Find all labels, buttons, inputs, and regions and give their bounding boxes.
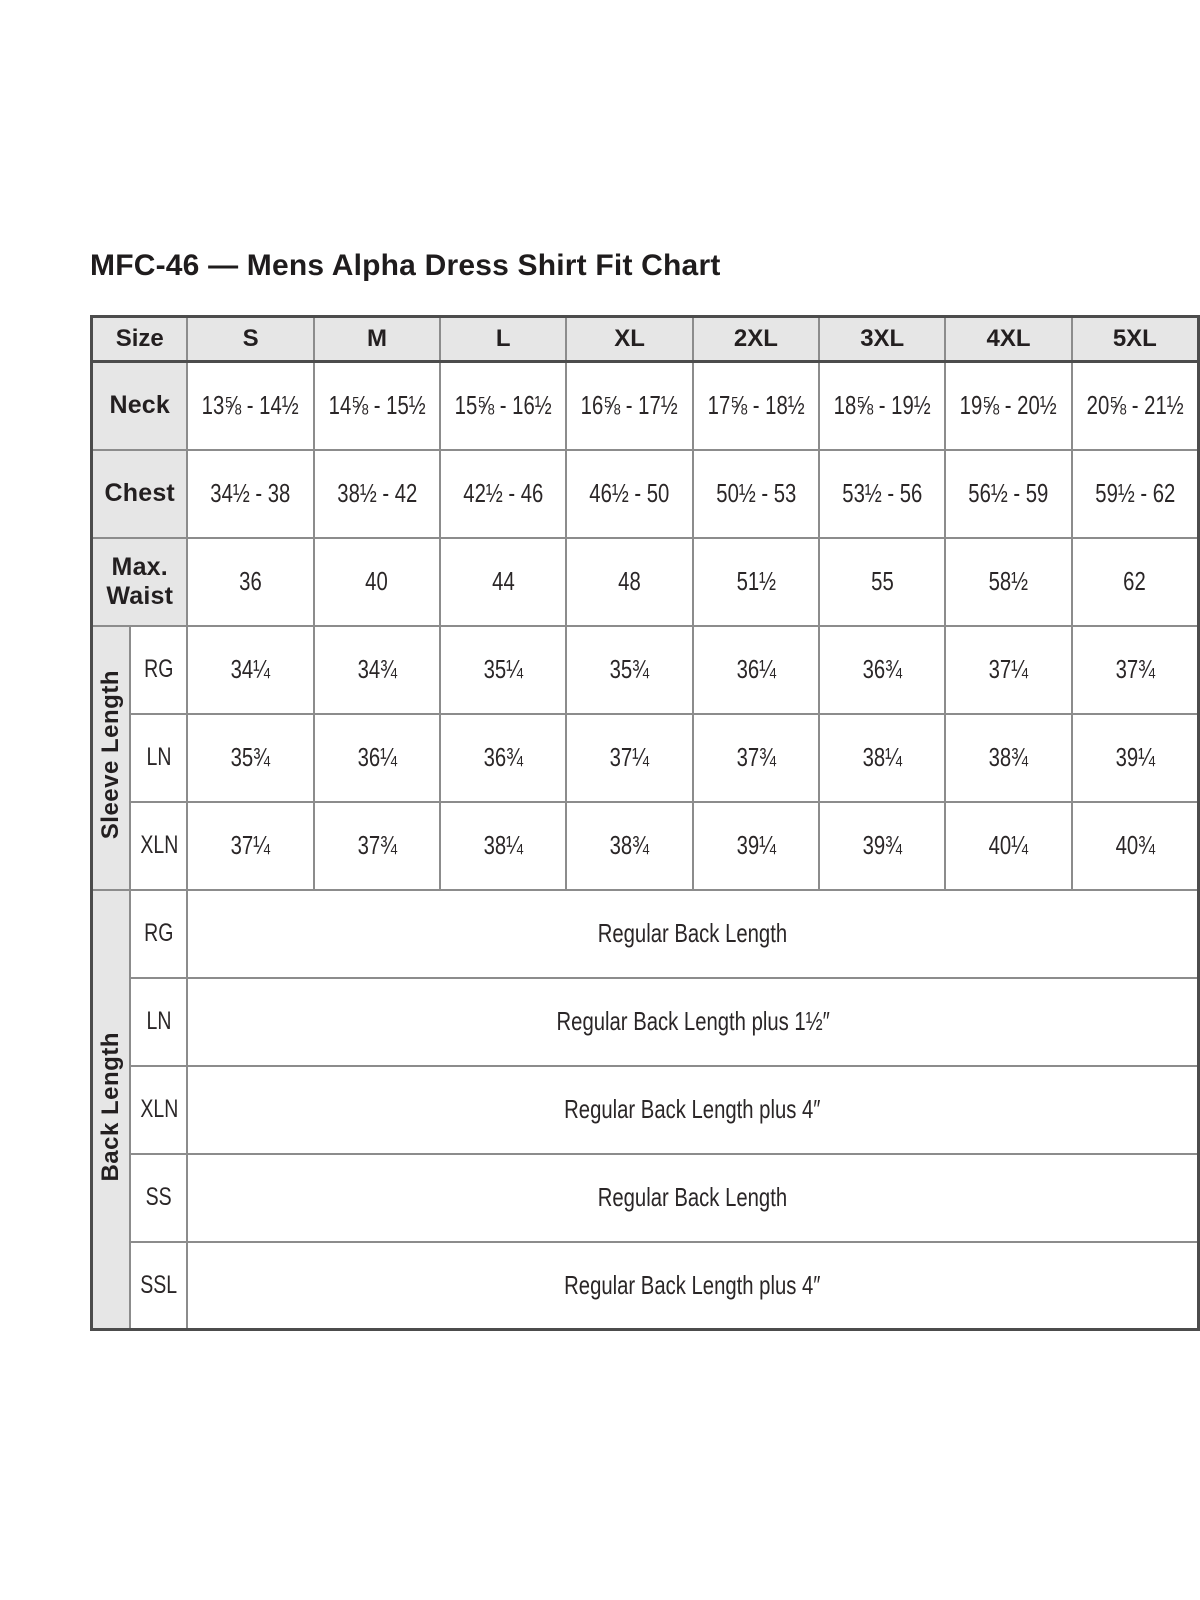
sleeve-ln-value-cell: 36¼ [314, 714, 440, 802]
neck-value-cell: 18⅝ - 19½ [819, 362, 945, 450]
chest-value-cell: 50½ - 53 [693, 450, 819, 538]
fit-chart-table [90, 315, 1200, 1331]
neck-value-cell: 19⅝ - 20½ [945, 362, 1071, 450]
header-row [92, 317, 1199, 362]
size-col-3xl: 3XL [819, 317, 945, 362]
back-rg-label: RG [130, 890, 187, 978]
max-waist-value-cell: 40 [314, 538, 440, 626]
max-waist-value-cell: 48 [566, 538, 692, 626]
sleeve-xln-value-cell: 39¾ [819, 802, 945, 890]
max-waist-value-cell: 44 [440, 538, 566, 626]
back-ssl-value-cell: Regular Back Length plus 4″ [187, 1242, 1198, 1330]
size-col-2xl: 2XL [693, 317, 819, 362]
sleeve-xln-label: XLN [130, 802, 187, 890]
sleeve-ln-value-cell: 39¼ [1072, 714, 1199, 802]
sleeve-ln-value-cell: 38¼ [819, 714, 945, 802]
sleeve-ln-row [92, 714, 1199, 802]
chest-value-cell: 53½ - 56 [819, 450, 945, 538]
max-waist-row [92, 538, 1199, 626]
max-waist-value-cell: 51½ [693, 538, 819, 626]
max-waist-row-label: Max. Waist [92, 538, 188, 626]
chest-value-cell: 56½ - 59 [945, 450, 1071, 538]
back-xln-value-cell: Regular Back Length plus 4″ [187, 1066, 1198, 1154]
size-col-4xl: 4XL [945, 317, 1071, 362]
sleeve-rg-label: RG [130, 626, 187, 714]
sleeve-xln-value-cell: 37¼ [187, 802, 313, 890]
sleeve-rg-value-cell: 37¼ [945, 626, 1071, 714]
max-waist-value-cell: 58½ [945, 538, 1071, 626]
size-col-s: S [187, 317, 313, 362]
neck-value-cell: 14⅝ - 15½ [314, 362, 440, 450]
sleeve-ln-label: LN [130, 714, 187, 802]
sleeve-ln-value-cell: 38¾ [945, 714, 1071, 802]
neck-value-cell: 15⅝ - 16½ [440, 362, 566, 450]
neck-value-cell: 17⅝ - 18½ [693, 362, 819, 450]
back-ss-row [92, 1154, 1199, 1242]
sleeve-xln-value-cell: 37¾ [314, 802, 440, 890]
back-ss-value-cell: Regular Back Length [187, 1154, 1198, 1242]
neck-value-cell: 13⅝ - 14½ [187, 362, 313, 450]
back-xln-label: XLN [130, 1066, 187, 1154]
sleeve-rg-value-cell: 36¼ [693, 626, 819, 714]
sleeve-xln-value-cell: 40¾ [1072, 802, 1199, 890]
back-ln-row [92, 978, 1199, 1066]
sleeve-xln-value-cell: 38¾ [566, 802, 692, 890]
back-rg-row [92, 890, 1199, 978]
size-col-l: L [440, 317, 566, 362]
neck-row [92, 362, 1199, 450]
sleeve-rg-value-cell: 37¾ [1072, 626, 1199, 714]
back-ssl-row [92, 1242, 1199, 1330]
neck-value-cell: 20⅝ - 21½ [1072, 362, 1199, 450]
sleeve-xln-row [92, 802, 1199, 890]
sleeve-xln-value-cell: 39¼ [693, 802, 819, 890]
back-ln-label: LN [130, 978, 187, 1066]
sleeve-rg-value-cell: 35¼ [440, 626, 566, 714]
sleeve-ln-value-cell: 37¼ [566, 714, 692, 802]
chest-value-cell: 38½ - 42 [314, 450, 440, 538]
sleeve-rg-value-cell: 34¾ [314, 626, 440, 714]
back-ssl-label: SSL [130, 1242, 187, 1330]
chest-row-label: Chest [92, 450, 188, 538]
size-header-cell: Size [92, 317, 188, 362]
chest-value-cell: 34½ - 38 [187, 450, 313, 538]
sleeve-rg-value-cell: 34¼ [187, 626, 313, 714]
chest-value-cell: 42½ - 46 [440, 450, 566, 538]
back-xln-row [92, 1066, 1199, 1154]
sleeve-xln-value-cell: 40¼ [945, 802, 1071, 890]
max-waist-value-cell: 36 [187, 538, 313, 626]
chest-value-cell: 46½ - 50 [566, 450, 692, 538]
sleeve-rg-value-cell: 36¾ [819, 626, 945, 714]
size-col-xl: XL [566, 317, 692, 362]
size-col-m: M [314, 317, 440, 362]
neck-value-cell: 16⅝ - 17½ [566, 362, 692, 450]
sleeve-rg-value-cell: 35¾ [566, 626, 692, 714]
sleeve-length-section-label: Sleeve Length [92, 626, 131, 890]
sleeve-ln-value-cell: 36¾ [440, 714, 566, 802]
page-title: MFC-46 — Mens Alpha Dress Shirt Fit Chart [90, 249, 721, 282]
chest-row [92, 450, 1199, 538]
sleeve-ln-value-cell: 35¾ [187, 714, 313, 802]
back-rg-value-cell: Regular Back Length [187, 890, 1198, 978]
sleeve-rg-row [92, 626, 1199, 714]
back-ln-value-cell: Regular Back Length plus 1½″ [187, 978, 1198, 1066]
neck-row-label: Neck [92, 362, 188, 450]
max-waist-value-cell: 62 [1072, 538, 1199, 626]
chest-value-cell: 59½ - 62 [1072, 450, 1199, 538]
size-col-5xl: 5XL [1072, 317, 1199, 362]
back-length-section-label: Back Length [92, 890, 131, 1330]
sleeve-ln-value-cell: 37¾ [693, 714, 819, 802]
sleeve-xln-value-cell: 38¼ [440, 802, 566, 890]
max-waist-value-cell: 55 [819, 538, 945, 626]
back-ss-label: SS [130, 1154, 187, 1242]
